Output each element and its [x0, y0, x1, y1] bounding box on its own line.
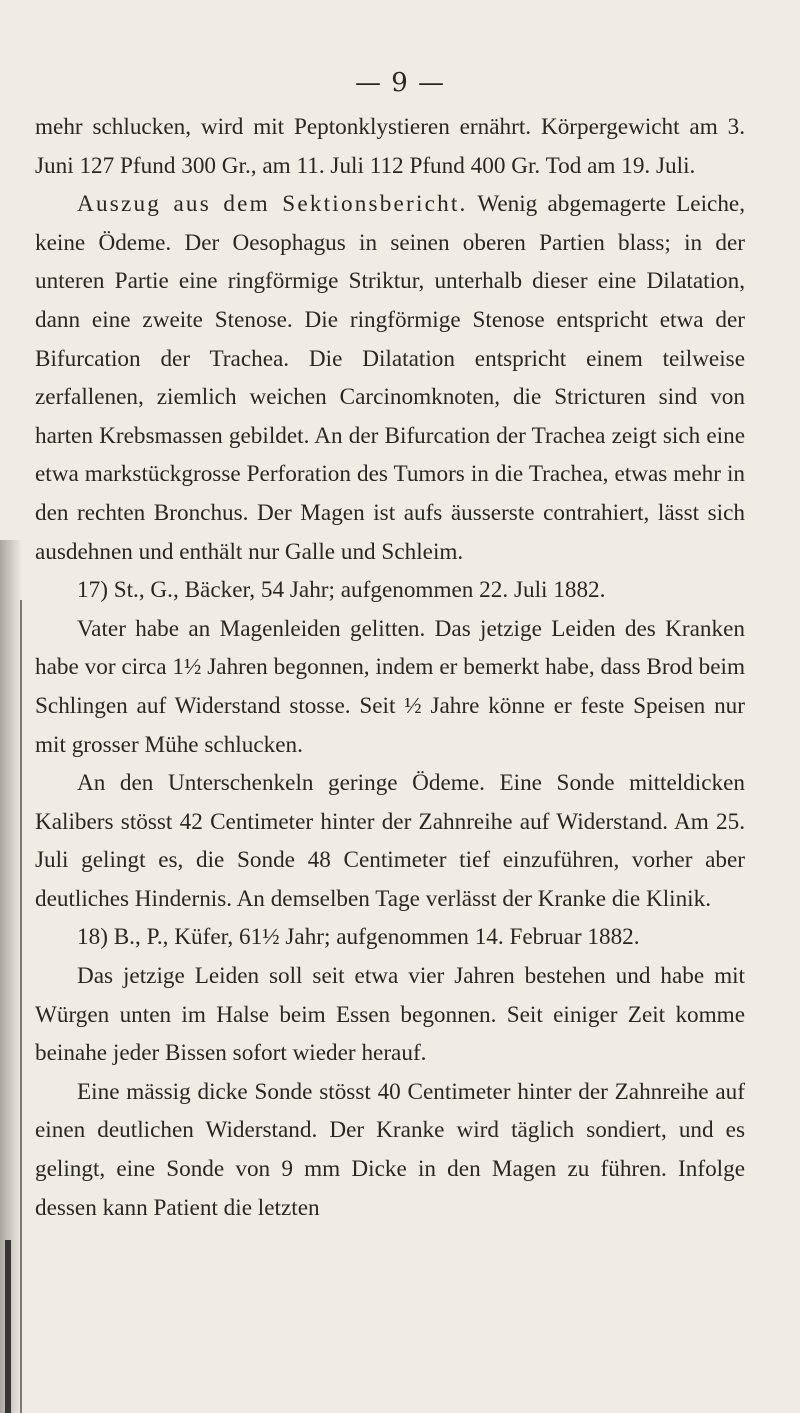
- binding-shadow: [0, 540, 22, 1413]
- paragraph-6: 18) B., P., Küfer, 61½ Jahr; aufgenommen 14. Februar 1882.: [77, 924, 640, 951]
- paragraph-5: An den Unterschenkeln geringe Ödeme. Eine Sonde mitteldicken Kalibers stösst 42 Centimeter hinter der Zahnreihe auf Widerstand. Am 25. Juli gelingt es, die Sonde 48 Centimeter tief einzuführen, vorher aber deutliches Hindernis. An demselben Tage verlässt der Kranke die Klinik.: [35, 770, 745, 912]
- paragraph-2: [35, 185, 745, 571]
- binding-edge-line: [20, 600, 22, 1413]
- paragraph-4: Vater habe an Magenleiden gelitten. Das jetzige Leiden des Kranken habe vor circa 1½ Jahren begonnen, indem er bemerkt habe, dass Brod beim Schlingen auf Widerstand stosse. Seit ½ Jahre könne er feste Speisen nur mit grosser Mühe schlucken.: [35, 615, 745, 758]
- body-text: [35, 108, 745, 1227]
- paragraph-2-text: Wenig abgemagerte Leiche, keine Ödeme. Der Oesophagus in seinen oberen Partien blass; in der unteren Partie eine ringförmige Striktur, unterhalb dieser eine Dilatation, dann eine zweite Stenose. Die ringförmige Stenose entspricht etwa der Bifurcation der Trachea. Die Dilatation entspricht einem teilweise zerfallenen, ziemlich weichen Carcinomknoten, die Stricturen sind von harten Krebsmassen gebildet. An der Bifurcation der Trachea zeigt sich eine etwa markstückgrosse Perforation des Tumors in die Trachea, etwas mehr in den rechten Bronchus. Der Magen ist aufs äusserste contrahiert, lässt sich ausdehnen und enthält nur Galle und Schleim.: [35, 191, 745, 565]
- paragraph-8: Eine mässig dicke Sonde stösst 40 Centimeter hinter der Zahnreihe auf einen deutlichen Widerstand. Der Kranke wird täglich sondiert, und es gelingt, eine Sonde von 9 mm Dicke in den Magen zu führen. Infolge dessen kann Patient die letzten: [35, 1078, 745, 1221]
- paragraph-1: mehr schlucken, wird mit Peptonklystieren ernährt. Körpergewicht am 3. Juni 127 Pfund 300 Gr., am 11. Juli 112 Pfund 400 Gr. Tod am 19. Juli.: [35, 114, 745, 179]
- page-number-header: — 9 —: [354, 68, 446, 98]
- paragraph-7: Das jetzige Leiden soll seit etwa vier Jahren bestehen und habe mit Würgen unten im Halse beim Essen begonnen. Seit einiger Zeit komme beinahe jeder Bissen sofort wieder herauf.: [35, 963, 745, 1067]
- binding-edge-dark: [5, 1240, 11, 1413]
- paragraph-3: 17) St., G., Bäcker, 54 Jahr; aufgenommen 22. Juli 1882.: [77, 577, 606, 604]
- section-lead: Auszug aus dem Sektionsbericht.: [77, 191, 468, 218]
